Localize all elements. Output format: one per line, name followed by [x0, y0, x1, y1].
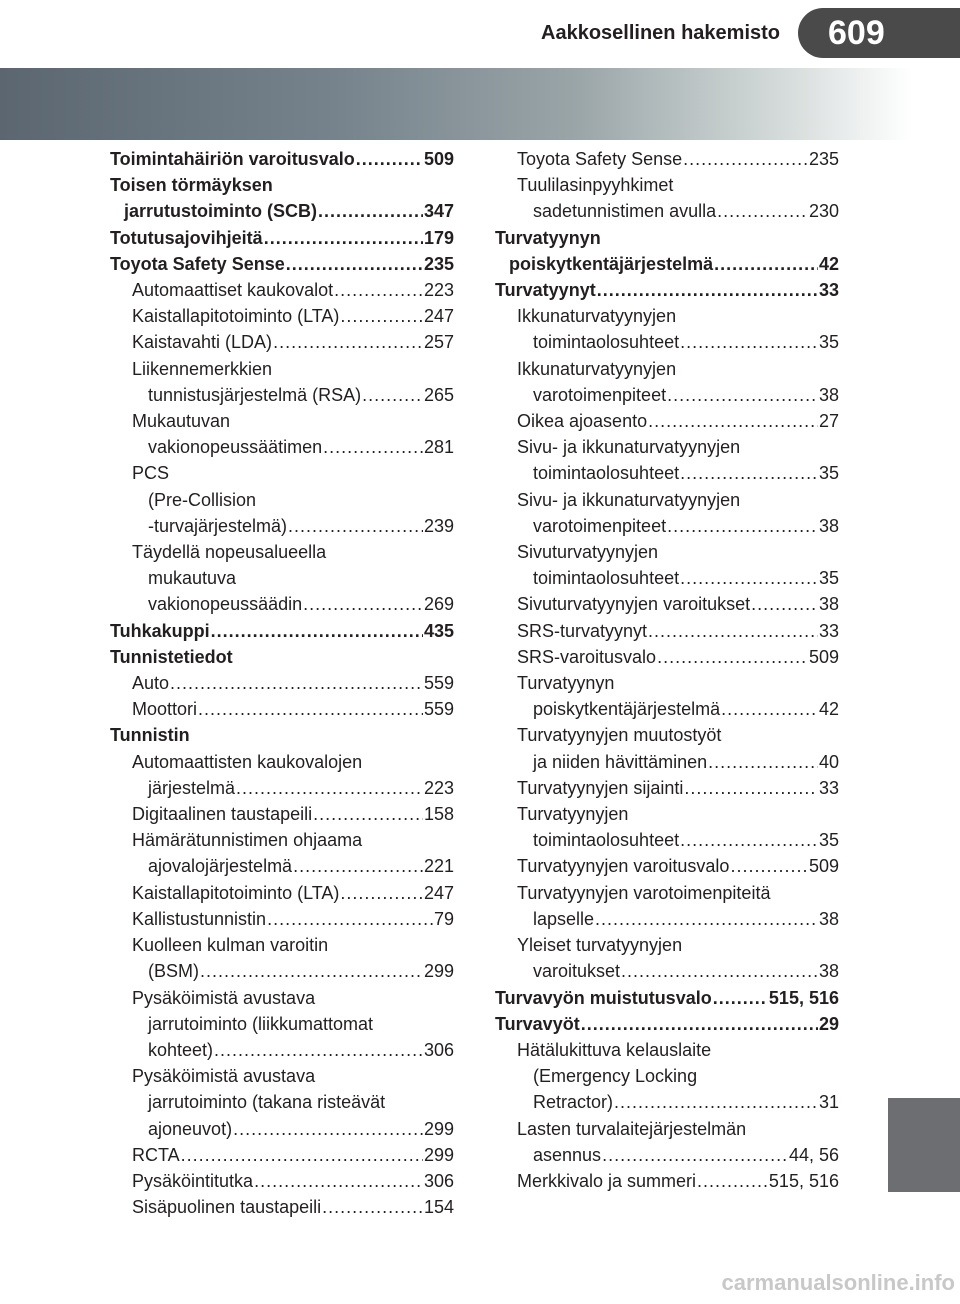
index-entry-page: 33 [818, 280, 839, 301]
index-entry [495, 251, 839, 277]
index-entry-text: kohteet) [148, 1039, 214, 1060]
dot-leader [684, 775, 818, 801]
index-entry [110, 932, 454, 958]
dot-leader [214, 1037, 423, 1063]
index-entry-page: 79 [433, 908, 454, 929]
dot-leader [648, 618, 818, 644]
index-entry-text: Tuulilasinpyyhkimet [517, 175, 674, 196]
index-entry [110, 408, 454, 434]
index-entry [110, 1011, 454, 1037]
dot-leader [303, 591, 423, 617]
index-entry-text: Turvatyynyjen sijainti [517, 777, 684, 798]
dot-leader [267, 906, 433, 932]
index-entry-text: Tunnistin [110, 725, 190, 746]
dot-leader [595, 906, 818, 932]
index-entry [110, 749, 454, 775]
index-entry [495, 329, 839, 355]
dot-leader [680, 460, 818, 486]
dot-leader [614, 1089, 818, 1115]
index-entry-text: toimintaolosuhteet [533, 332, 680, 353]
index-entry [110, 303, 454, 329]
dot-leader [318, 198, 423, 224]
index-entry [495, 880, 839, 906]
index-entry-text: Täydellä nopeusalueella [132, 542, 327, 563]
index-entry-page: 33 [818, 777, 839, 798]
index-entry-text: Liikennemerkkien [132, 358, 273, 379]
index-entry [110, 722, 454, 748]
header-banner [0, 68, 960, 140]
dot-leader [680, 329, 818, 355]
index-entry-text: asennus [533, 1144, 602, 1165]
index-entry [495, 801, 839, 827]
index-entry [110, 775, 454, 801]
index-entry [495, 906, 839, 932]
index-entry [110, 591, 454, 617]
index-entry [110, 1168, 454, 1194]
dot-leader [680, 827, 818, 853]
index-entry [110, 1116, 454, 1142]
dot-leader [730, 853, 808, 879]
index-entry-text: Ikkunaturvatyynyjen [517, 358, 677, 379]
section-title: Aakkosellinen hakemisto [541, 22, 780, 44]
index-entry [495, 985, 839, 1011]
index-entry-text: toimintaolosuhteet [533, 463, 680, 484]
page-header [0, 0, 960, 68]
index-entry-text: Kaistallapitotoiminto (LTA) [132, 306, 340, 327]
dot-leader [322, 1194, 423, 1220]
index-entry-text: Turvatyynyjen varoitusvalo [517, 856, 730, 877]
index-entry-page: 158 [423, 804, 454, 825]
index-entry-text: sadetunnistimen avulla [533, 201, 717, 222]
index-entry [495, 356, 839, 382]
index-entry [495, 1116, 839, 1142]
index-entry-page: 33 [818, 620, 839, 641]
dot-leader [313, 801, 423, 827]
dot-leader [356, 146, 423, 172]
dot-leader [697, 1168, 768, 1194]
dot-leader [717, 198, 808, 224]
index-entry-page: 235 [423, 253, 454, 274]
index-entry-page: 223 [423, 777, 454, 798]
index-entry-text: Turvatyynyjen varotoimenpiteitä [517, 882, 771, 903]
index-entry-text: Ikkunaturvatyynyjen [517, 306, 677, 327]
index-entry-text: Auto [132, 673, 170, 694]
index-entry-text: Toyota Safety Sense [517, 149, 683, 169]
index-entry-page: 223 [423, 280, 454, 301]
index-entry [495, 644, 839, 670]
index-entry-page: 38 [818, 515, 839, 536]
index-entry [495, 827, 839, 853]
index-entry-page: 299 [423, 1144, 454, 1165]
index-entry [110, 277, 454, 303]
index-entry [495, 1142, 839, 1168]
index-entry [495, 198, 839, 224]
dot-leader [293, 853, 423, 879]
index-entry-text: Lasten turvalaitejärjestelmän [517, 1118, 747, 1139]
index-entry-text: lapselle [533, 908, 595, 929]
index-entry-text: Retractor) [533, 1092, 614, 1113]
dot-leader [657, 644, 808, 670]
dot-leader [683, 146, 808, 172]
index-entry [110, 539, 454, 565]
index-entry-page: 235 [808, 149, 839, 169]
index-entry [495, 1063, 839, 1089]
dot-leader [340, 880, 423, 906]
index-entry [110, 1142, 454, 1168]
index-entry [110, 644, 454, 670]
dot-leader [708, 749, 818, 775]
index-entry-text: Hämärätunnistimen ohjaama [132, 830, 363, 851]
index-entry [110, 146, 454, 172]
index-entry-page: 31 [818, 1092, 839, 1113]
index-entry-text: Sivuturvatyynyjen [517, 542, 659, 563]
index-entry-page: 35 [818, 830, 839, 851]
dot-leader [236, 775, 423, 801]
index-entry-text: varoitukset [533, 961, 621, 982]
index-entry [110, 1089, 454, 1115]
index-entry-text: varotoimenpiteet [533, 384, 667, 405]
index-entry-text: Pysäköintitutka [132, 1170, 254, 1191]
dot-leader [273, 329, 423, 355]
index-entry-text: Tuhkakuppi [110, 620, 210, 641]
dot-leader [667, 513, 818, 539]
index-entry-page: 42 [818, 699, 839, 720]
index-entry [495, 853, 839, 879]
index-entry-text: -turvajärjestelmä) [148, 515, 288, 536]
index-entry-text: Toisen törmäyksen [110, 175, 273, 196]
dot-leader [648, 408, 818, 434]
index-entry-page: 38 [818, 594, 839, 615]
index-entry-page: 38 [818, 384, 839, 405]
index-entry [110, 382, 454, 408]
dot-leader [714, 251, 818, 277]
index-entry [495, 670, 839, 696]
index-entry-page: 154 [423, 1197, 454, 1218]
index-entry [110, 487, 454, 513]
index-entry-text: vakionopeussäätimen [148, 437, 323, 458]
index-entry-text: (Emergency Locking [533, 1066, 698, 1087]
index-entry-text: Oikea ajoasento [517, 411, 648, 432]
index-entry-page: 257 [423, 332, 454, 353]
index-entry-text: Turvatyynyn [495, 227, 601, 248]
dot-leader [362, 382, 423, 408]
index-entry [110, 853, 454, 879]
index-entry-text: (BSM) [148, 961, 199, 982]
index-entry [495, 1011, 839, 1037]
index-entry-page: 38 [818, 961, 839, 982]
index-entry [495, 539, 839, 565]
dot-leader [597, 277, 818, 303]
index-entry-page: 35 [818, 332, 839, 353]
index-entry [110, 827, 454, 853]
index-entry-text: Sivuturvatyynyjen varoitukset [517, 594, 751, 615]
index-entry [110, 198, 454, 224]
index-entry [495, 460, 839, 486]
index-entry-page: 435 [423, 620, 454, 641]
index-entry-page: 230 [808, 201, 839, 222]
index-entry [110, 696, 454, 722]
index-entry-page: 179 [423, 227, 454, 248]
index-entry-text: ajovalojärjestelmä [148, 856, 293, 877]
index-entry-page: 269 [423, 594, 454, 615]
dot-leader [233, 1116, 423, 1142]
dot-leader [713, 985, 768, 1011]
index-entry-text: Sisäpuolinen taustapeili [132, 1197, 322, 1218]
dot-leader [602, 1142, 788, 1168]
index-entry [110, 1063, 454, 1089]
index-entry-page: 509 [808, 646, 839, 667]
index-entry [495, 225, 839, 251]
index-entry-text: Turvatyynyt [495, 280, 596, 301]
dot-leader [170, 670, 423, 696]
index-entry-text: Hätälukittuva kelauslaite [517, 1039, 712, 1060]
index-entry [110, 225, 454, 251]
watermark: carmanualsonline.info [721, 1270, 955, 1295]
index-entry [495, 1037, 839, 1063]
index-entry-page: 265 [423, 384, 454, 405]
index-entry [110, 434, 454, 460]
index-entry-page: 27 [818, 411, 839, 432]
index-entry-page: 247 [423, 306, 454, 327]
dot-leader [200, 958, 423, 984]
index-entry-text: Kaistallapitotoiminto (LTA) [132, 882, 340, 903]
index-entry-page: 239 [423, 515, 454, 536]
index-entry [110, 1194, 454, 1220]
index-entry [495, 408, 839, 434]
index-entry-text: tunnistusjärjestelmä (RSA) [148, 384, 362, 405]
index-entry [110, 670, 454, 696]
index-entry [495, 513, 839, 539]
index-entry-page: 559 [423, 699, 454, 720]
index-entry-text: SRS-varoitusvalo [517, 646, 657, 667]
index-entry-text: Turvatyynyjen [517, 804, 629, 825]
index-entry-text: Automaattiset kaukovalot [132, 280, 334, 301]
index-entry-text: Toimintahäiriön varoitusvalo [110, 149, 355, 169]
index-entry [495, 146, 839, 172]
index-entry-text: Tunnistetiedot [110, 646, 233, 667]
index-entry-text: varotoimenpiteet [533, 515, 667, 536]
index-entry [110, 801, 454, 827]
index-entry-text: RCTA [132, 1144, 180, 1165]
index-entry-text: ajoneuvot) [148, 1118, 233, 1139]
dot-leader [334, 277, 423, 303]
index-entry-page: 40 [818, 751, 839, 772]
index-entry [495, 932, 839, 958]
dot-leader [323, 434, 423, 460]
index-entry-page: 306 [423, 1170, 454, 1191]
dot-leader [264, 225, 423, 251]
index-entry [110, 356, 454, 382]
index-entry-page: 35 [818, 463, 839, 484]
index-entry-page: 509 [808, 856, 839, 877]
index-entry-page: 38 [818, 908, 839, 929]
dot-leader [667, 382, 818, 408]
index-entry [495, 303, 839, 329]
index-entry-text: Moottori [132, 699, 198, 720]
page-number: 609 [798, 8, 960, 58]
index-entry-page: 347 [423, 201, 454, 222]
index-entry-text: Digitaalinen taustapeili [132, 804, 313, 825]
index-entry [110, 880, 454, 906]
index-entry-page: 35 [818, 568, 839, 589]
dot-leader [288, 513, 423, 539]
index-entry [495, 172, 839, 198]
index-entry-text: Kuolleen kulman varoitin [132, 935, 329, 956]
dot-leader [581, 1011, 818, 1037]
index-entry [110, 172, 454, 198]
index-entry [110, 1037, 454, 1063]
index-entry-text: poiskytkentäjärjestelmä [509, 253, 714, 274]
index-entry-page: 44, 56 [788, 1144, 839, 1165]
dot-leader [181, 1142, 423, 1168]
index-entry-text: toimintaolosuhteet [533, 568, 680, 589]
index-entry [495, 722, 839, 748]
index-entry-page: 221 [423, 856, 454, 877]
index-entry-page: 515, 516 [768, 987, 839, 1008]
index-entry [495, 434, 839, 460]
index-entry-text: Turvavyöt [495, 1013, 580, 1034]
index-column-right [495, 146, 839, 1194]
index-entry-page: 281 [423, 437, 454, 458]
index-entry [495, 958, 839, 984]
dot-leader [621, 958, 818, 984]
index-entry [495, 487, 839, 513]
index-entry-text: jarrutoiminto (takana risteävät [148, 1092, 386, 1113]
index-entry-text: Turvatyynyjen muutostyöt [517, 725, 722, 746]
dot-leader [286, 251, 423, 277]
index-entry-text: Mukautuvan [132, 411, 231, 432]
dot-leader [198, 696, 423, 722]
dot-leader [340, 303, 423, 329]
index-entry-text: Sivu- ja ikkunaturvatyynyjen [517, 489, 741, 510]
index-entry-text: mukautuva [148, 568, 237, 589]
index-entry-text: PCS [132, 463, 170, 484]
index-entry-text: Totutusajovihjeitä [110, 227, 263, 248]
index-entry-text: Sivu- ja ikkunaturvatyynyjen [517, 437, 741, 458]
index-entry-page: 559 [423, 673, 454, 694]
index-entry-text: SRS-turvatyynyt [517, 620, 648, 641]
dot-leader [211, 618, 423, 644]
index-entry [495, 775, 839, 801]
index-entry-page: 29 [818, 1013, 839, 1034]
index-entry [495, 618, 839, 644]
index-entry-page: 306 [423, 1039, 454, 1060]
index-entry [495, 749, 839, 775]
chapter-tab [888, 1098, 960, 1192]
index-column-left [110, 146, 454, 1220]
index-entry [110, 906, 454, 932]
index-entry-text: jarrutustoiminto (SCB) [124, 201, 317, 222]
index-entry [495, 277, 839, 303]
index-entry-text: Turvatyynyn [517, 673, 615, 694]
index-entry [495, 591, 839, 617]
index-entry-text: jarrutoiminto (liikkumattomat [148, 1013, 374, 1034]
index-entry-page: 299 [423, 961, 454, 982]
index-entry [495, 696, 839, 722]
index-entry-text: Turvavyön muistutusvalo [495, 987, 712, 1008]
index-entry-text: Pysäköimistä avustava [132, 1066, 316, 1087]
index-entry-text: Kaistavahti (LDA) [132, 332, 273, 353]
index-entry [110, 565, 454, 591]
index-entry-text: (Pre-Collision [148, 489, 257, 510]
dot-leader [721, 696, 818, 722]
index-entry-page: 42 [818, 253, 839, 274]
dot-leader [751, 591, 818, 617]
index-entry-text: järjestelmä [148, 777, 236, 798]
index-entry [110, 958, 454, 984]
dot-leader [680, 565, 818, 591]
index-entry-text: Automaattisten kaukovalojen [132, 751, 363, 772]
index-entry-text: ja niiden hävittäminen [533, 751, 708, 772]
index-entry-text: toimintaolosuhteet [533, 830, 680, 851]
index-entry [110, 985, 454, 1011]
index-entry-text: Toyota Safety Sense [110, 253, 285, 274]
index-entry-page: 509 [423, 149, 454, 169]
index-entry-text: poiskytkentäjärjestelmä [533, 699, 721, 720]
dot-leader [254, 1168, 423, 1194]
index-entry-text: Kallistustunnistin [132, 908, 267, 929]
index-entry [110, 329, 454, 355]
index-entry-page: 247 [423, 882, 454, 903]
index-entry-text: vakionopeussäädin [148, 594, 303, 615]
index-entry [110, 513, 454, 539]
index-entry-text: Pysäköimistä avustava [132, 987, 316, 1008]
index-entry [495, 1089, 839, 1115]
index-entry [495, 382, 839, 408]
index-entry-text: Merkkivalo ja summeri [517, 1170, 697, 1191]
index-entry [110, 251, 454, 277]
index-entry [495, 1168, 839, 1194]
index-entry-page: 299 [423, 1118, 454, 1139]
index-entry [495, 565, 839, 591]
index-entry [110, 460, 454, 486]
index-entry [110, 618, 454, 644]
index-entry-text: Yleiset turvatyynyjen [517, 935, 683, 956]
index-entry-page: 515, 516 [768, 1170, 839, 1191]
